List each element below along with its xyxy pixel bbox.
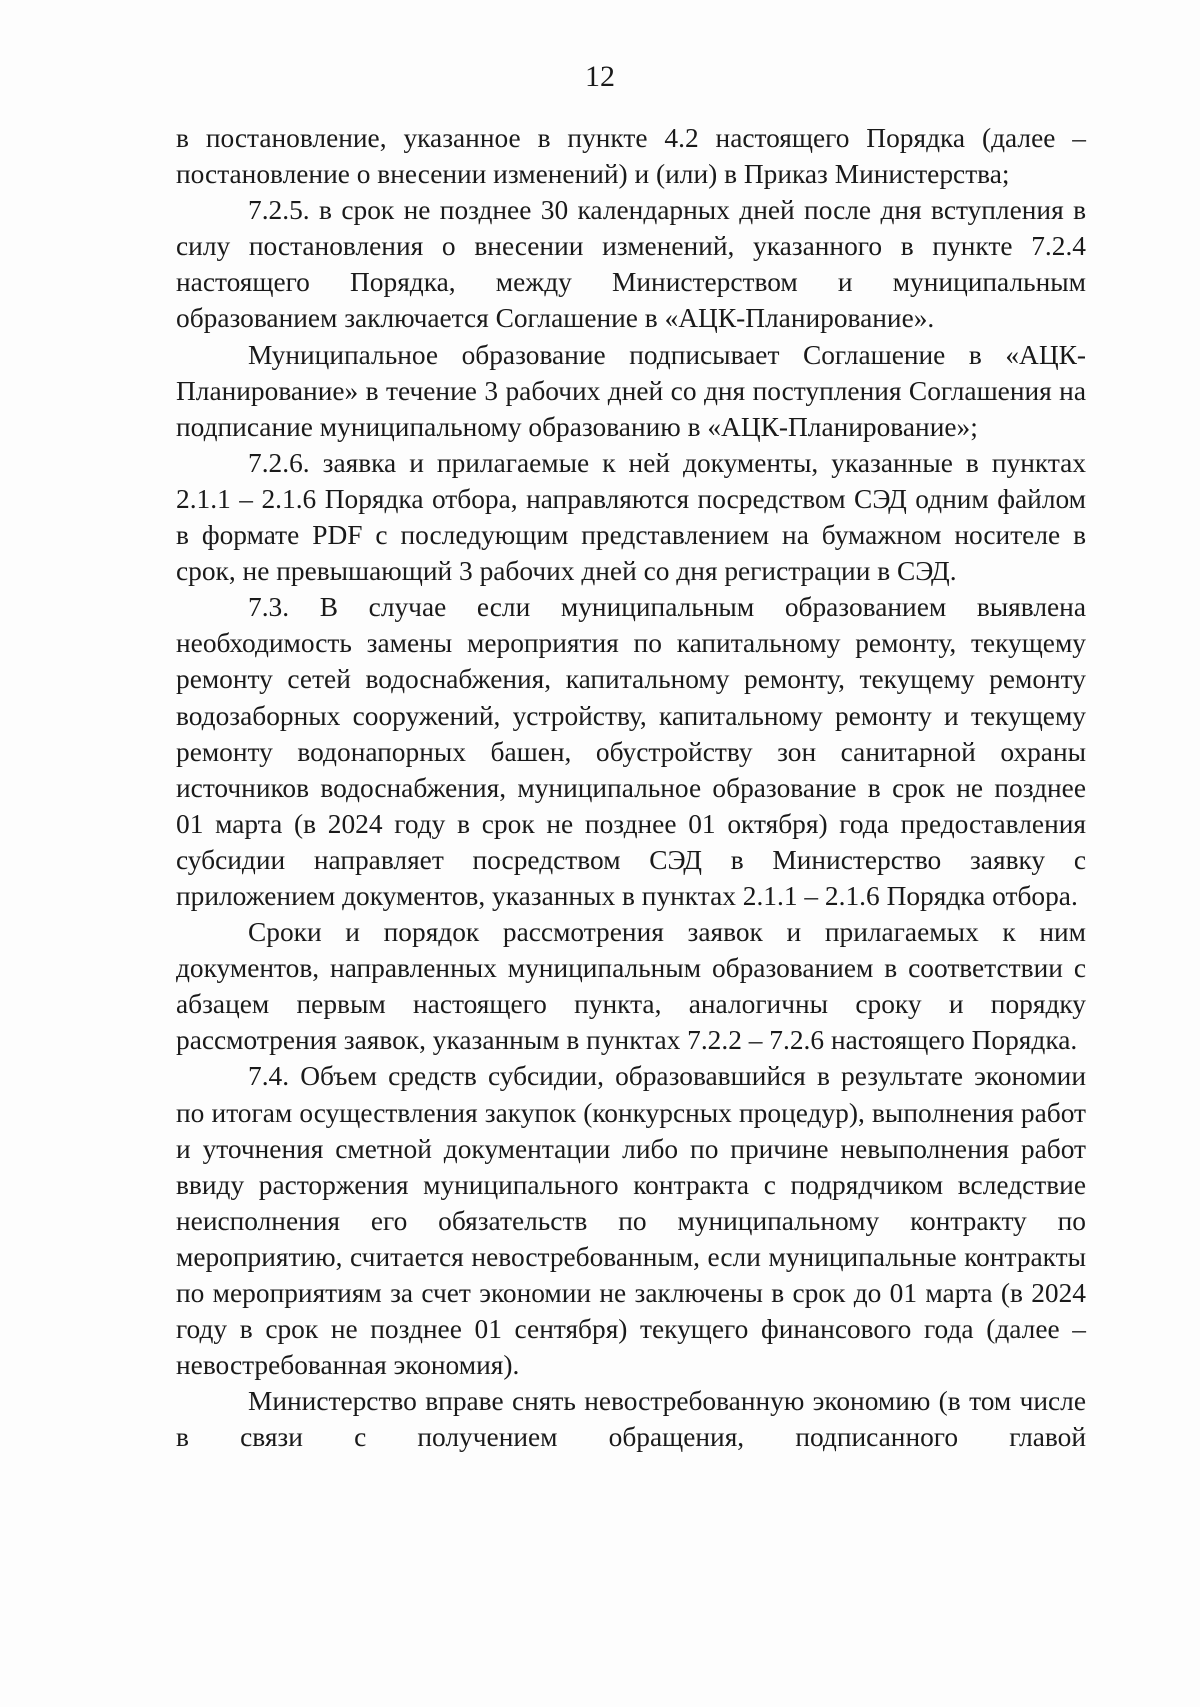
page-number: 12: [585, 60, 615, 93]
paragraph-7-3: 7.3. В случае если муниципальным образованием выявлена необходимость замены мероприятия по капитальному ремонту, текущему ремонту сетей водоснабжения, капитальному ремонту, текущему ремонту водозаборных сооружений, устройству, капитальному ремонту и текущему ремонту водонапорных башен, обустройству зон санитарной охраны источников водоснабжения, муниципальное образование в срок не позднее 01 марта (в 2024 году в срок не позднее 01 октября) года предоставления субсидии направляет посредством СЭД в Министерство заявку с приложением документов, указанных в пунктах 2.1.1 – 2.1.6 Порядка отбора.: [176, 592, 1086, 911]
paragraph-continuation: в постановление, указанное в пункте 4.2 настоящего Порядка (далее – постановление о внесении изменений) и (или) в Приказ Министерства;: [176, 123, 1086, 190]
paragraph-ministry-right: Министерство вправе снять невостребованную экономию (в том числе в связи с получением обращения, подписанного главой: [176, 1386, 1086, 1453]
paragraph-7-2-6: 7.2.6. заявка и прилагаемые к ней документы, указанные в пунктах 2.1.1 – 2.1.6 Порядка отбора, направляются посредством СЭД одним файлом в формате PDF с последующим представлением на бумажном носителе в срок, не превышающий 3 рабочих дней со дня регистрации в СЭД.: [176, 447, 1086, 587]
paragraph-review-terms: Сроки и порядок рассмотрения заявок и прилагаемых к ним документов, направленных муниципальным образованием в соответствии с абзацем первым настоящего пункта, аналогичны сроку и порядку рассмотрения заявок, указанным в пунктах 7.2.2 – 7.2.6 настоящего Порядка.: [176, 917, 1086, 1056]
paragraph-agreement-signing: Муниципальное образование подписывает Соглашение в «АЦК-Планирование» в течение 3 рабочих дней со дня поступления Соглашения на подписание муниципальному образованию в «АЦК-Планирование»;: [176, 339, 1086, 442]
paragraph-7-4: 7.4. Объем средств субсидии, образовавшийся в результате экономии по итогам осуществления закупок (конкурсных процедур), выполнения работ и уточнения сметной документации либо по причине невыполнения работ ввиду расторжения муниципального контракта с подрядчиком вследствие неисполнения его обязательств по муниципальному контракту по мероприятию, считается невостребованным, если муниципальные контракты по мероприятиям за счет экономии не заключены в срок до 01 марта (в 2024 году в срок не позднее 01 сентября) текущего финансового года (далее – невостребованная экономия).: [176, 1061, 1086, 1381]
paragraph-7-2-5: 7.2.5. в срок не позднее 30 календарных дней после дня вступления в силу постановления о внесении изменений, указанного в пункте 7.2.4 настоящего Порядка, между Министерством и муниципальным образованием заключается Соглашение в «АЦК-Планирование».: [176, 195, 1086, 334]
document-body: [176, 120, 1086, 1455]
